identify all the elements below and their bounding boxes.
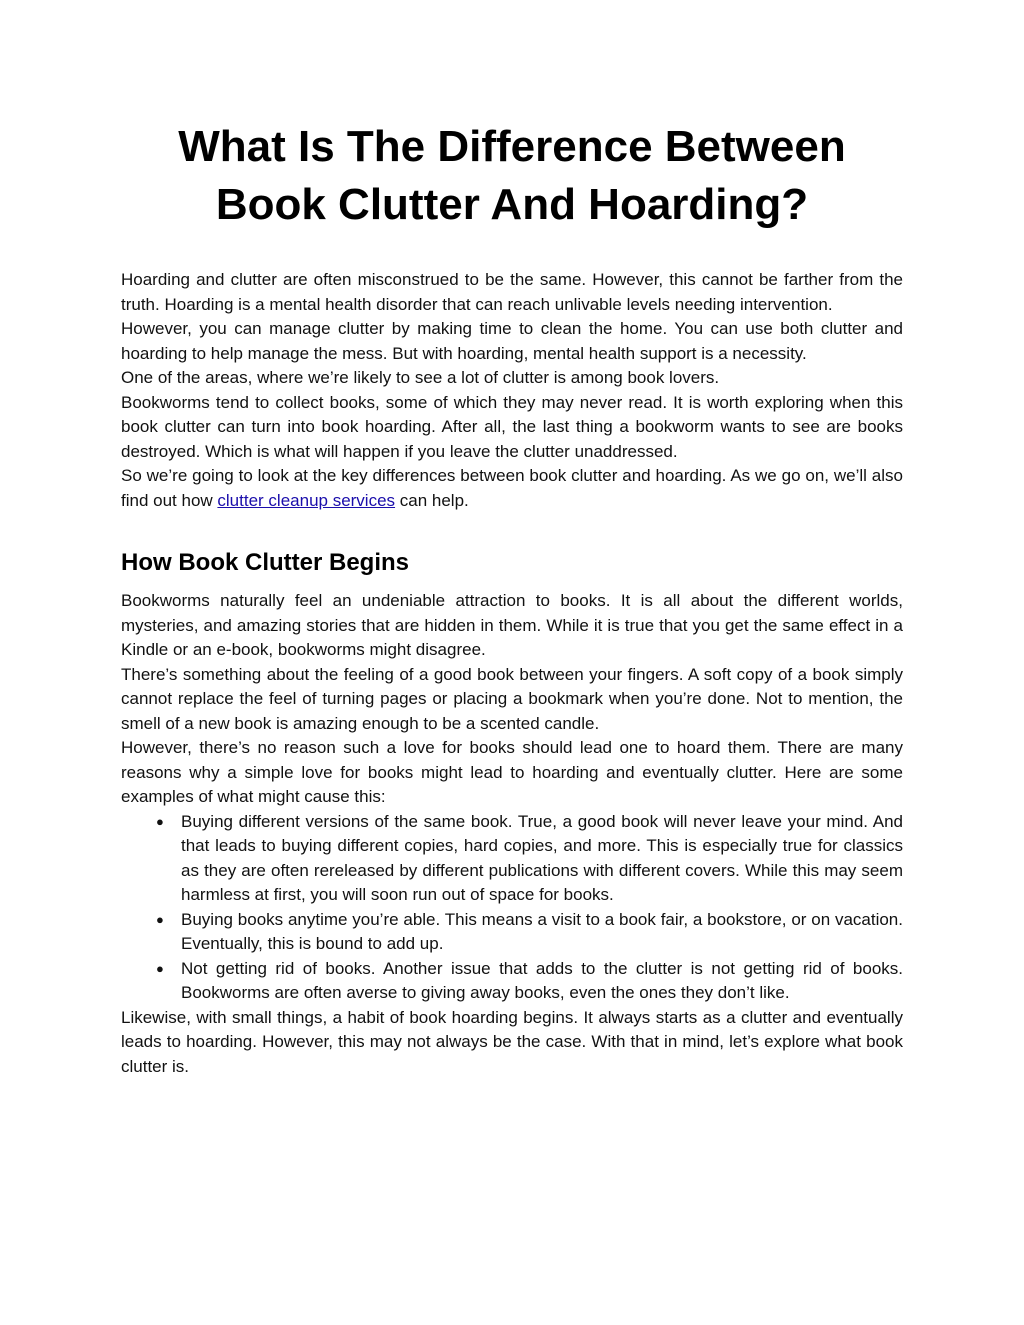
list-item-text: Buying different versions of the same book. True, a good book will never leave your mind. And that leads to buying different copies, hard copies, and more. This is especially true for classics as they are often rereleased by different publications with different covers. While this may seem harmless at first, you will soon run out of space for books. <box>181 811 903 904</box>
clutter-cleanup-services-link[interactable]: clutter cleanup services <box>217 490 396 510</box>
list-item <box>156 957 903 1006</box>
bullet-icon: ● <box>156 813 164 829</box>
list-item-text: Buying books anytime you’re able. This means a visit to a book fair, a bookstore, or on vacation. Eventually, this is bound to add up. <box>181 909 903 953</box>
section-body <box>121 589 903 1079</box>
intro-paragraph-5 <box>121 464 903 513</box>
intro-section <box>121 268 903 513</box>
document-page <box>121 118 903 1079</box>
section-heading-how-book-clutter-begins: How Book Clutter Begins <box>121 549 410 576</box>
list-item-text: Not getting rid of books. Another issue that adds to the clutter is not getting rid of books. Bookworms are often averse to giving away books, even the ones they don’t like. <box>181 958 903 1002</box>
bullet-icon: ● <box>156 960 164 976</box>
intro-paragraph-3: One of the areas, where we’re likely to see a lot of clutter is among book lovers. <box>121 368 720 387</box>
intro-paragraph-5-after: can help. <box>395 490 469 510</box>
causes-list <box>121 810 903 1006</box>
intro-paragraph-2: However, you can manage clutter by making time to clean the home. You can use both clutter and hoarding to help manage the mess. But with hoarding, mental health support is a necessity. <box>121 319 903 363</box>
section-paragraph-3: However, there’s no reason such a love for books should lead one to hoard them. There are many reasons why a simple love for books might lead to hoarding and eventually clutter. Here are some examples of what might cause this: <box>121 738 903 806</box>
intro-paragraph-4: Bookworms tend to collect books, some of which they may never read. It is worth exploring when this book clutter can turn into book hoarding. After all, the last thing a bookworm wants to see are books destroyed. Which is what will happen if you leave the clutter unaddressed. <box>121 392 903 461</box>
list-item <box>156 810 903 908</box>
section-paragraph-1: Bookworms naturally feel an undeniable attraction to books. It is all about the different worlds, mysteries, and amazing stories that are hidden in them. While it is true that you get the same effect in a Kindle or an e-book, bookworms might disagree. <box>121 591 903 659</box>
list-item <box>156 908 903 957</box>
intro-paragraph-1: Hoarding and clutter are often misconstrued to be the same. However, this cannot be farther from the truth. Hoarding is a mental health disorder that can reach unlivable levels needing intervention. <box>121 270 903 314</box>
page-title: What Is The Difference Between Book Clutter And Hoarding? <box>178 122 846 229</box>
intro-paragraph-5-before: So we’re going to look at the key differences between book clutter and hoarding. As we go on, we’ll also find out how <box>121 466 903 510</box>
section-paragraph-4: Likewise, with small things, a habit of book hoarding begins. It always starts as a clutter and eventually leads to hoarding. However, this may not always be the case. With that in mind, let’s explore what book clutter is. <box>121 1007 903 1076</box>
bullet-icon: ● <box>156 911 164 927</box>
section-paragraph-2: There’s something about the feeling of a good book between your fingers. A soft copy of a book simply cannot replace the feel of turning pages or placing a bookmark when you’re done. Not to mention, the smell of a new book is amazing enough to be a scented candle. <box>121 664 903 733</box>
